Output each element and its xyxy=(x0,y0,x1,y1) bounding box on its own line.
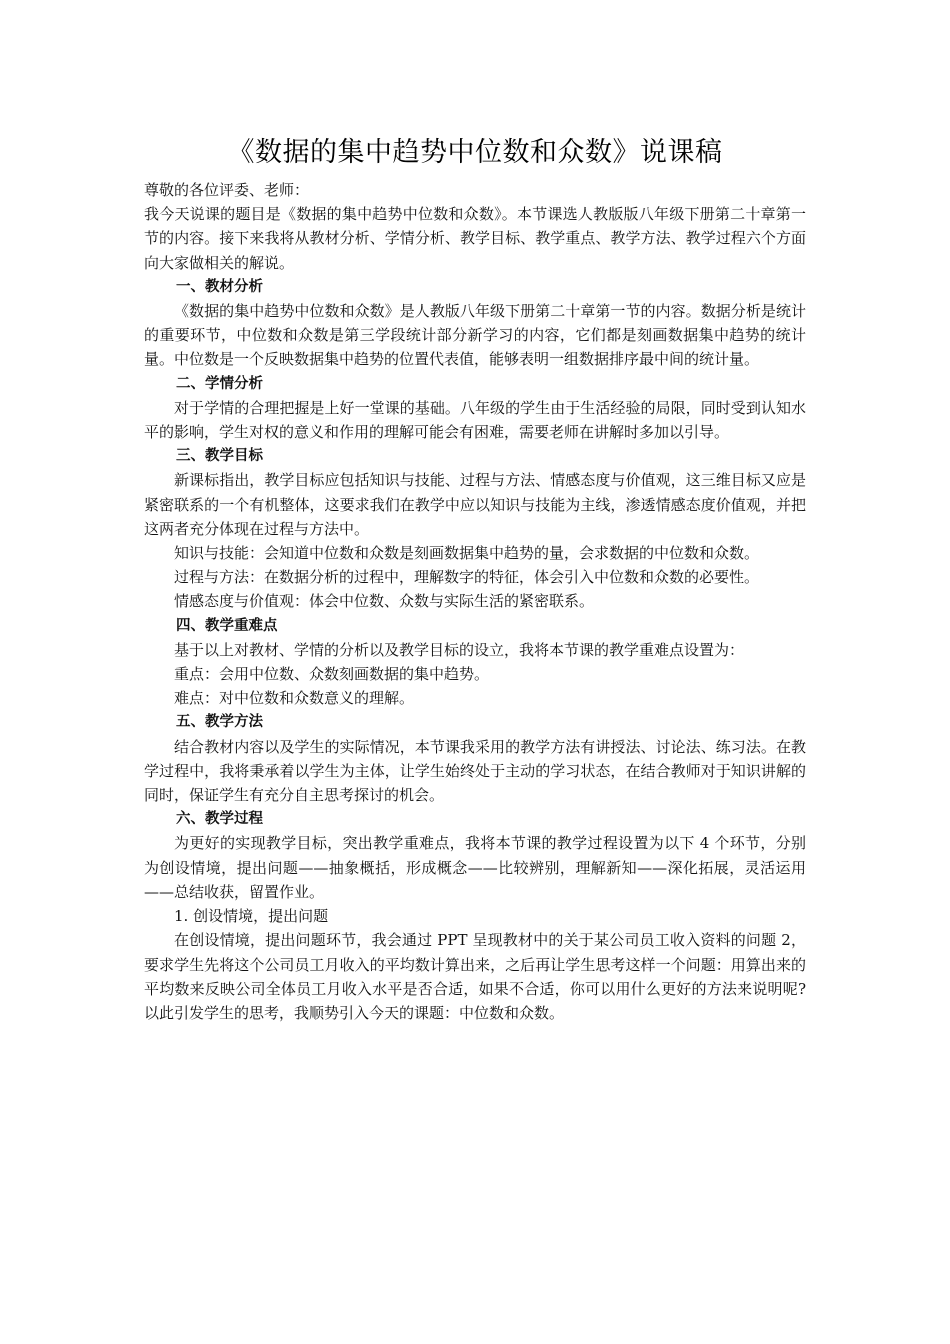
paragraph: 知识与技能：会知道中位数和众数是刻画数据集中趋势的量，会求数据的中位数和众数。 xyxy=(174,544,760,563)
paragraph: 新课标指出，教学目标应包括知识与技能、过程与方法、情感态度与价值观，这三维目标又应是紧密联系的一个有机整体，这要求我们在教学中应以知识与技能为主线，渗透情感态度价值观，并把这两者充分体现在过程与方法中。 xyxy=(144,471,806,538)
paragraph: 为更好的实现教学目标，突出教学重难点，我将本节课的教学过程设置为以下 4 个环节，分别为创设情境，提出问题——抽象概括，形成概念——比较辨别，理解新知——深化拓展，灵活运用——总结收获，留置作业。 xyxy=(144,834,806,901)
paragraph: 《数据的集中趋势中位数和众数》是人教版八年级下册第二十章第一节的内容。数据分析是统计的重要环节，中位数和众数是第三学段统计部分新学习的内容，它们都是刻画数据集中趋势的统计量。中位数是一个反映数据集中趋势的位置代表值，能够表明一组数据排序最中间的统计量。 xyxy=(144,302,806,369)
key-point-line: 重点：会用中位数、众数刻画数据的集中趋势。 xyxy=(174,665,490,684)
document-body xyxy=(144,132,806,1025)
section-heading-textbook-analysis: 一、教材分析 xyxy=(176,278,263,295)
section-heading-teaching-goals: 三、教学目标 xyxy=(176,448,263,465)
section-heading-student-analysis: 二、学情分析 xyxy=(176,375,263,392)
paragraph: 基于以上对教材、学情的分析以及教学目标的设立，我将本节课的教学重难点设置为： xyxy=(174,640,745,659)
subsection-title: 1. 创设情境，提出问题 xyxy=(174,907,329,926)
paragraph: 在创设情境，提出问题环节，我会通过 PPT 呈现教材中的关于某公司员工收入资料的问题 2，要求学生先将这个公司员工月收入的平均数计算出来，之后再让学生思考这样一个问题：用算出来的平均数来反映公司全体员工月收入水平是否合适，如果不合适，你可以用什么更好的方法来说明呢?以此引发学生的思考，我顺势引入今天的课题：中位数和众数。 xyxy=(144,931,806,1022)
section-heading-teaching-methods: 五、教学方法 xyxy=(176,714,263,731)
paragraph: 过程与方法：在数据分析的过程中，理解数字的特征，体会引入中位数和众数的必要性。 xyxy=(174,568,760,587)
paragraph: 对于学情的合理把握是上好一堂课的基础。八年级的学生由于生活经验的局限，同时受到认知水平的影响，学生对权的意义和作用的理解可能会有困难，需要老师在讲解时多加以引导。 xyxy=(144,398,806,442)
salutation: 尊敬的各位评委、老师： xyxy=(144,181,310,199)
section-heading-teaching-process: 六、教学过程 xyxy=(176,811,263,828)
document-title: 《数据的集中趋势中位数和众数》说课稿 xyxy=(227,137,723,168)
section-heading-key-difficult-points: 四、教学重难点 xyxy=(176,617,278,634)
intro-paragraph: 我今天说课的题目是《数据的集中趋势中位数和众数》。本节课选人教版版八年级下册第二十章第一节的内容。接下来我将从教材分析、学情分析、教学目标、教学重点、教学方法、教学过程六个方面向大家做相关的解说。 xyxy=(144,205,806,272)
difficult-point-line: 难点：对中位数和众数意义的理解。 xyxy=(174,689,415,708)
paragraph: 结合教材内容以及学生的实际情况，本节课我采用的教学方法有讲授法、讨论法、练习法。在教学过程中，我将秉承着以学生为主体，让学生始终处于主动的学习状态，在结合教师对于知识讲解的同时，保证学生有充分自主思考探讨的机会。 xyxy=(144,737,806,805)
paragraph: 情感态度与价值观：体会中位数、众数与实际生活的紧密联系。 xyxy=(174,592,595,611)
